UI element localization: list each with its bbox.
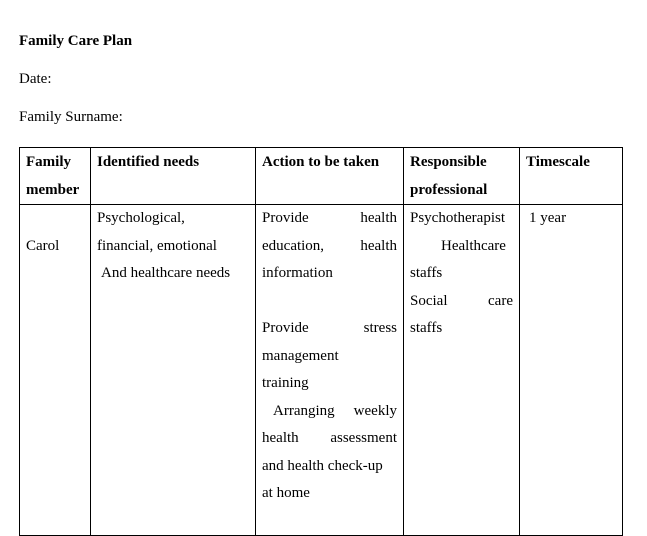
family-surname-label: Family Surname: bbox=[19, 109, 123, 125]
family-member-name: Carol bbox=[26, 237, 60, 254]
needs-line-3: And healthcare needs bbox=[101, 265, 231, 281]
action-line-2: education, health bbox=[262, 237, 397, 254]
cell-family-member bbox=[20, 205, 91, 536]
action-line-6: training bbox=[262, 375, 309, 391]
timescale-value: 1 year bbox=[529, 210, 567, 226]
responsible-line-5: staffs bbox=[410, 320, 443, 336]
action-line-3: information bbox=[262, 265, 333, 281]
date-label: Date: bbox=[19, 71, 52, 87]
action-line-1: Provide health bbox=[262, 210, 397, 226]
responsible-line-3: staffs bbox=[410, 265, 443, 281]
header-family-member-line-2: member bbox=[26, 181, 80, 198]
header-timescale: Timescale bbox=[520, 148, 623, 205]
header-responsible-line-2: professional bbox=[410, 181, 488, 198]
header-identified-needs: Identified needs bbox=[91, 148, 256, 205]
action-spacer bbox=[262, 288, 397, 316]
cell-timescale bbox=[520, 205, 623, 536]
header-action-to-be-taken: Action to be taken bbox=[256, 148, 404, 205]
needs-line-1: Psychological, bbox=[97, 210, 185, 226]
action-line-9: and health check-up bbox=[262, 457, 383, 474]
responsible-line-1: Psychotherapist bbox=[410, 210, 505, 226]
cell-action-to-be-taken bbox=[256, 205, 404, 536]
action-line-7: Arranging weekly bbox=[273, 402, 397, 419]
cell-identified-needs bbox=[91, 205, 256, 536]
care-plan-table bbox=[19, 147, 623, 536]
responsible-line-4: Social care bbox=[410, 292, 513, 309]
responsible-line-2: Healthcare bbox=[441, 237, 506, 254]
header-responsible-professional bbox=[404, 148, 520, 205]
action-line-10: at home bbox=[262, 485, 310, 501]
table-row bbox=[20, 205, 623, 536]
needs-line-2: financial, emotional bbox=[97, 237, 217, 254]
action-line-5: management bbox=[262, 347, 339, 364]
table-header-row bbox=[20, 148, 623, 205]
cell-responsible-professional bbox=[404, 205, 520, 536]
action-line-8: health assessment bbox=[262, 430, 397, 446]
header-responsible-line-1: Responsible bbox=[410, 154, 487, 170]
document-title: Family Care Plan bbox=[19, 33, 133, 49]
action-line-4: Provide stress bbox=[262, 320, 397, 336]
header-family-member bbox=[20, 148, 91, 205]
header-family-member-line-1: Family bbox=[26, 154, 71, 170]
